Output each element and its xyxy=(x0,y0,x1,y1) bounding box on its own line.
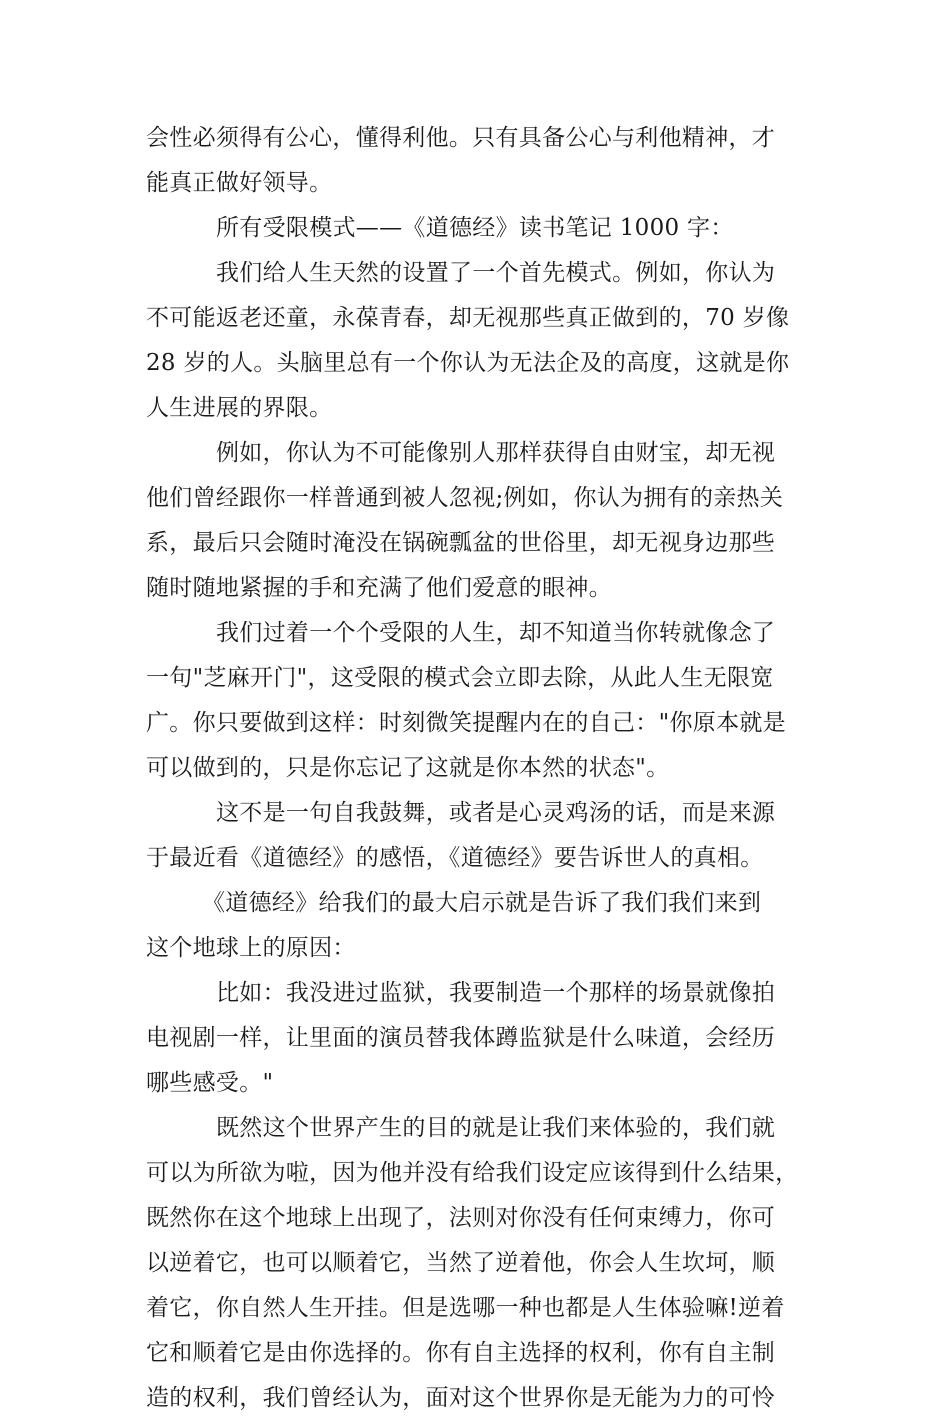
text-line: 系，最后只会随时淹没在锅碗瓢盆的世俗里，却无视身边那些 xyxy=(146,530,776,556)
section-heading: 所有受限模式——《道德经》读书笔记 1000 字： xyxy=(216,215,734,241)
text-line: 28 岁的人。头脑里总有一个你认为无法企及的高度，这就是你 xyxy=(146,350,790,376)
body-text xyxy=(146,116,806,1421)
text-line: 会性必须得有公心，懂得利他。只有具备公心与利他精神，才 xyxy=(146,125,776,151)
text-line: 哪些感受。" xyxy=(146,1070,274,1096)
paragraph-start: 《道德经》给我们的最大启示就是告诉了我们我们来到 xyxy=(202,890,762,916)
text-line: 他们曾经跟你一样普通到被人忽视;例如，你认为拥有的亲热关 xyxy=(146,485,784,511)
text-line: 着它，你自然人生开挂。但是选哪一种也都是人生体验嘛!逆着 xyxy=(146,1295,785,1321)
text-line: 既然你在这个地球上出现了，法则对你没有任何束缚力，你可 xyxy=(146,1205,776,1231)
paragraph-start: 例如，你认为不可能像别人那样获得自由财宝，却无视 xyxy=(216,440,776,466)
text-line: 电视剧一样，让里面的演员替我体蹲监狱是什么味道，会经历 xyxy=(146,1025,776,1051)
text-line: 可以为所欲为啦，因为他并没有给我们设定应该得到什么结果， xyxy=(146,1160,799,1186)
paragraph-start: 我们过着一个个受限的人生，却不知道当你转就像念了 xyxy=(216,620,776,646)
text-line: 于最近看《道德经》的感悟，《道德经》要告诉世人的真相。 xyxy=(146,845,764,871)
paragraph-start: 既然这个世界产生的目的就是让我们来体验的，我们就 xyxy=(216,1115,776,1141)
text-line: 能真正做好领导。 xyxy=(146,170,333,196)
paragraph-start: 我们给人生天然的设置了一个首先模式。例如，你认为 xyxy=(216,260,776,286)
paragraph-start: 这不是一句自我鼓舞，或者是心灵鸡汤的话，而是来源 xyxy=(216,800,776,826)
text-line: 可以做到的，只是你忘记了这就是你本然的状态"。 xyxy=(146,755,670,781)
text-line: 它和顺着它是由你选择的。你有自主选择的权利，你有自主制 xyxy=(146,1340,776,1366)
text-line: 这个地球上的原因： xyxy=(146,935,356,961)
text-line: 一句"芝麻开门"，这受限的模式会立即去除，从此人生无限宽 xyxy=(146,665,774,691)
text-line: 以逆着它，也可以顺着它，当然了逆着他，你会人生坎坷，顺 xyxy=(146,1250,776,1276)
text-line: 不可能返老还童，永葆青春，却无视那些真正做到的，70 岁像 xyxy=(146,305,790,331)
text-line: 随时随地紧握的手和充满了他们爱意的眼神。 xyxy=(146,575,612,601)
text-line: 造的权利，我们曾经认为，面对这个世界你是无能为力的可怜 xyxy=(146,1385,776,1411)
paragraph-start: 比如：我没进过监狱，我要制造一个那样的场景就像拍 xyxy=(216,980,776,1006)
text-line: 人生进展的界限。 xyxy=(146,395,333,421)
text-line: 广。你只要做到这样：时刻微笑提醒内在的自己："你原本就是 xyxy=(146,710,786,736)
